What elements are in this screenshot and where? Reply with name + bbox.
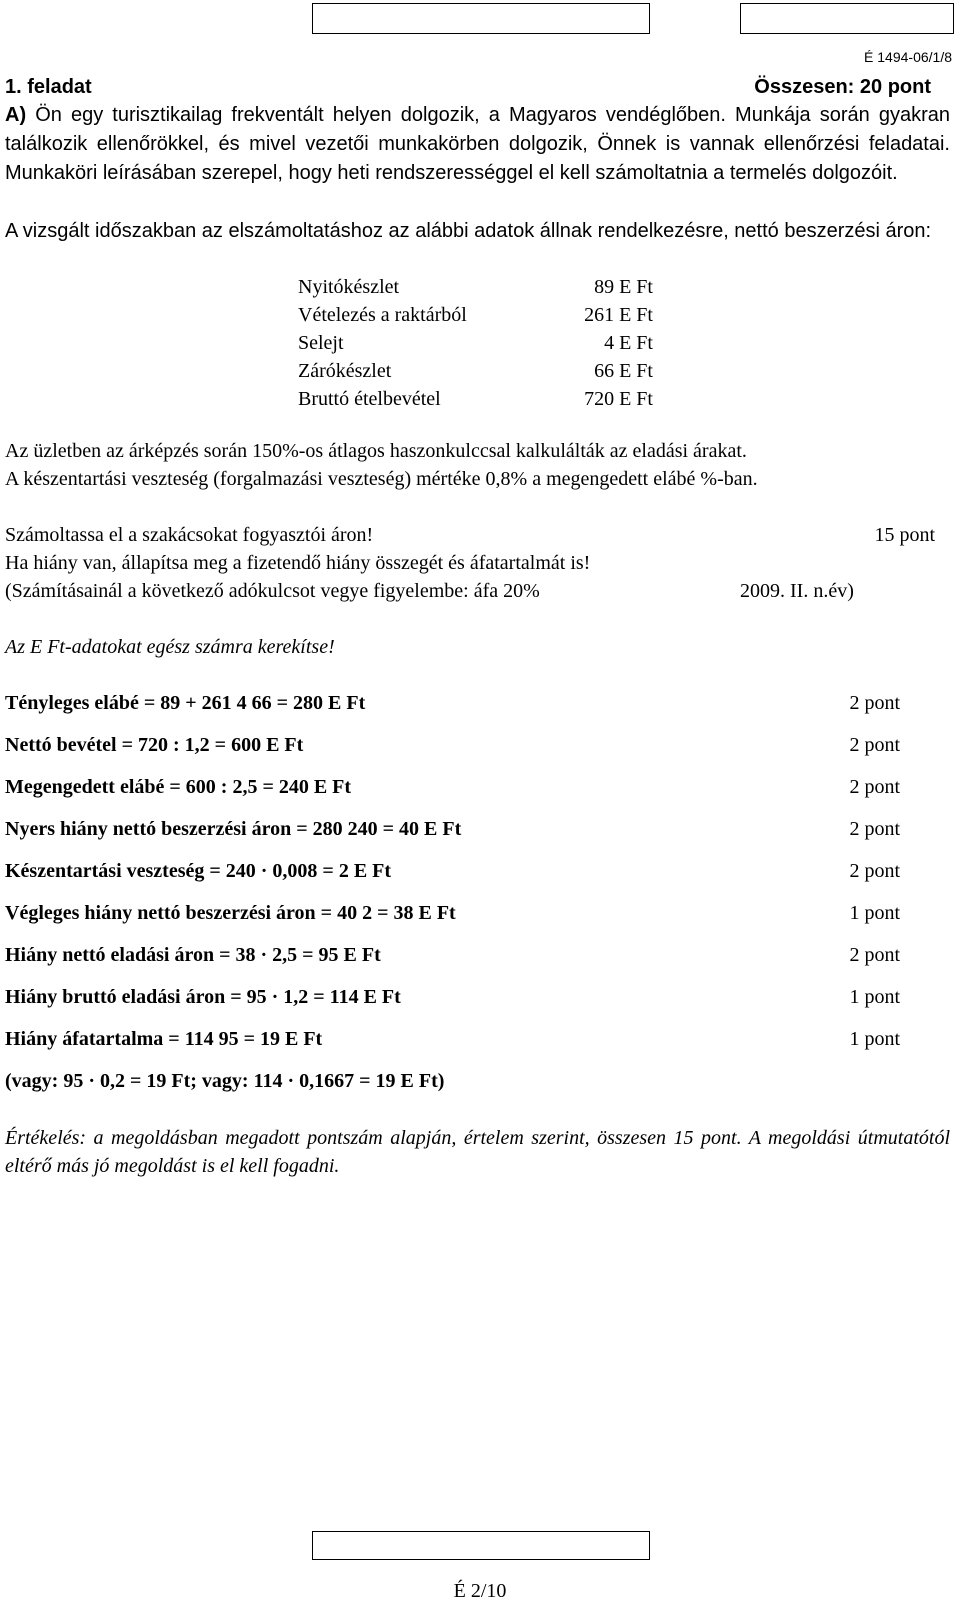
task-title: 1. feladat <box>5 76 92 98</box>
footer-box <box>312 1531 650 1560</box>
instruction-line-1: Számoltassa el a szakácsokat fogyasztói áron! <box>5 524 374 546</box>
solution-points: 2 pont <box>849 692 900 714</box>
table-label: Zárókészlet <box>298 360 392 382</box>
part-marker: A) <box>5 104 36 126</box>
solution-points: 2 pont <box>849 944 900 966</box>
solution-text: Megengedett elábé = 600 : 2,5 = 240 E Ft <box>5 776 352 798</box>
instruction-line-3-right: 2009. II. n.év) <box>740 580 854 602</box>
table-label: Bruttó ételbevétel <box>298 388 441 410</box>
info-line-2: A készentartási veszteség (forgalmazási veszteség) mértéke 0,8% a megengedett elábé %-ban. <box>5 468 758 490</box>
solution-text: Hiány áfatartalma = 114 95 = 19 E Ft <box>5 1028 323 1050</box>
task-total: Összesen: 20 pont <box>754 76 931 98</box>
alt-solution: (vagy: 95 · 0,2 = 19 Ft; vagy: 114 · 0,1667 = 19 E Ft) <box>5 1070 445 1092</box>
evaluation-note: Értékelés: a megoldásban megadott pontszám alapján, értelem szerint, összesen 15 pont. A megoldási útmutatótól eltérő más jó megoldást is el kell fogadni. <box>5 1127 950 1177</box>
page-number: É 2/10 <box>453 1580 507 1602</box>
doc-code: É 1494-06/1/8 <box>864 49 952 65</box>
solution-text: Végleges hiány nettó beszerzési áron = 40 2 = 38 E Ft <box>5 902 456 924</box>
instruction-points: 15 pont <box>874 524 935 546</box>
table-label: Nyitókészlet <box>298 276 400 298</box>
solution-text: Hiány bruttó eladási áron = 95 · 1,2 = 114 E Ft <box>5 986 401 1008</box>
table-value: 261 E Ft <box>584 304 653 326</box>
table-value: 720 E Ft <box>584 388 653 410</box>
solution-text: Nettó bevétel = 720 : 1,2 = 600 E Ft <box>5 734 304 756</box>
rounding-note: Az E Ft-adatokat egész számra kerekítse! <box>5 636 335 658</box>
solution-text: Tényleges elábé = 89 + 261 4 66 = 280 E Ft <box>5 692 366 714</box>
solution-points: 2 pont <box>849 734 900 756</box>
header-box-left <box>312 3 650 34</box>
table-label: Vételezés a raktárból <box>298 304 467 326</box>
instruction-line-3: (Számításainál a következő adókulcsot vegye figyelembe: áfa 20% <box>5 580 540 602</box>
header-box-right <box>740 3 954 34</box>
solution-points: 2 pont <box>849 860 900 882</box>
solution-text: Készentartási veszteség = 240 · 0,008 = 2 E Ft <box>5 860 392 882</box>
intro-paragraph <box>5 101 950 188</box>
solution-points: 1 pont <box>849 902 900 924</box>
solution-points: 1 pont <box>849 986 900 1008</box>
table-value: 4 E Ft <box>604 332 653 354</box>
solution-text: Hiány nettó eladási áron = 38 · 2,5 = 95 E Ft <box>5 944 381 966</box>
solution-points: 1 pont <box>849 1028 900 1050</box>
intro-text: Ön egy turisztikailag frekventált helyen dolgozik, a Magyaros vendéglőben. Munkája során gyakran találkozik ellenőrökkel, és mivel vezetői munkakörben dolgozik, Önnek is vannak ellenőrzési feladatai. Munkaköri leírásában szerepel, hogy heti rendszerességgel el kell számoltatnia a termelés dolgozóit. <box>5 104 950 184</box>
info-line-1: Az üzletben az árképzés során 150%-os átlagos haszonkulccsal kalkulálták az eladási árakat. <box>5 440 747 462</box>
solution-points: 2 pont <box>849 776 900 798</box>
solution-text: Nyers hiány nettó beszerzési áron = 280 240 = 40 E Ft <box>5 818 462 840</box>
table-value: 89 E Ft <box>594 276 653 298</box>
table-label: Selejt <box>298 332 344 354</box>
instruction-line-2: Ha hiány van, állapítsa meg a fizetendő hiány összegét és áfatartalmát is! <box>5 552 591 574</box>
intro-paragraph-2: A vizsgált időszakban az elszámoltatáshoz az alábbi adatok állnak rendelkezésre, nettó beszerzési áron: <box>5 220 932 242</box>
table-value: 66 E Ft <box>594 360 653 382</box>
solution-points: 2 pont <box>849 818 900 840</box>
